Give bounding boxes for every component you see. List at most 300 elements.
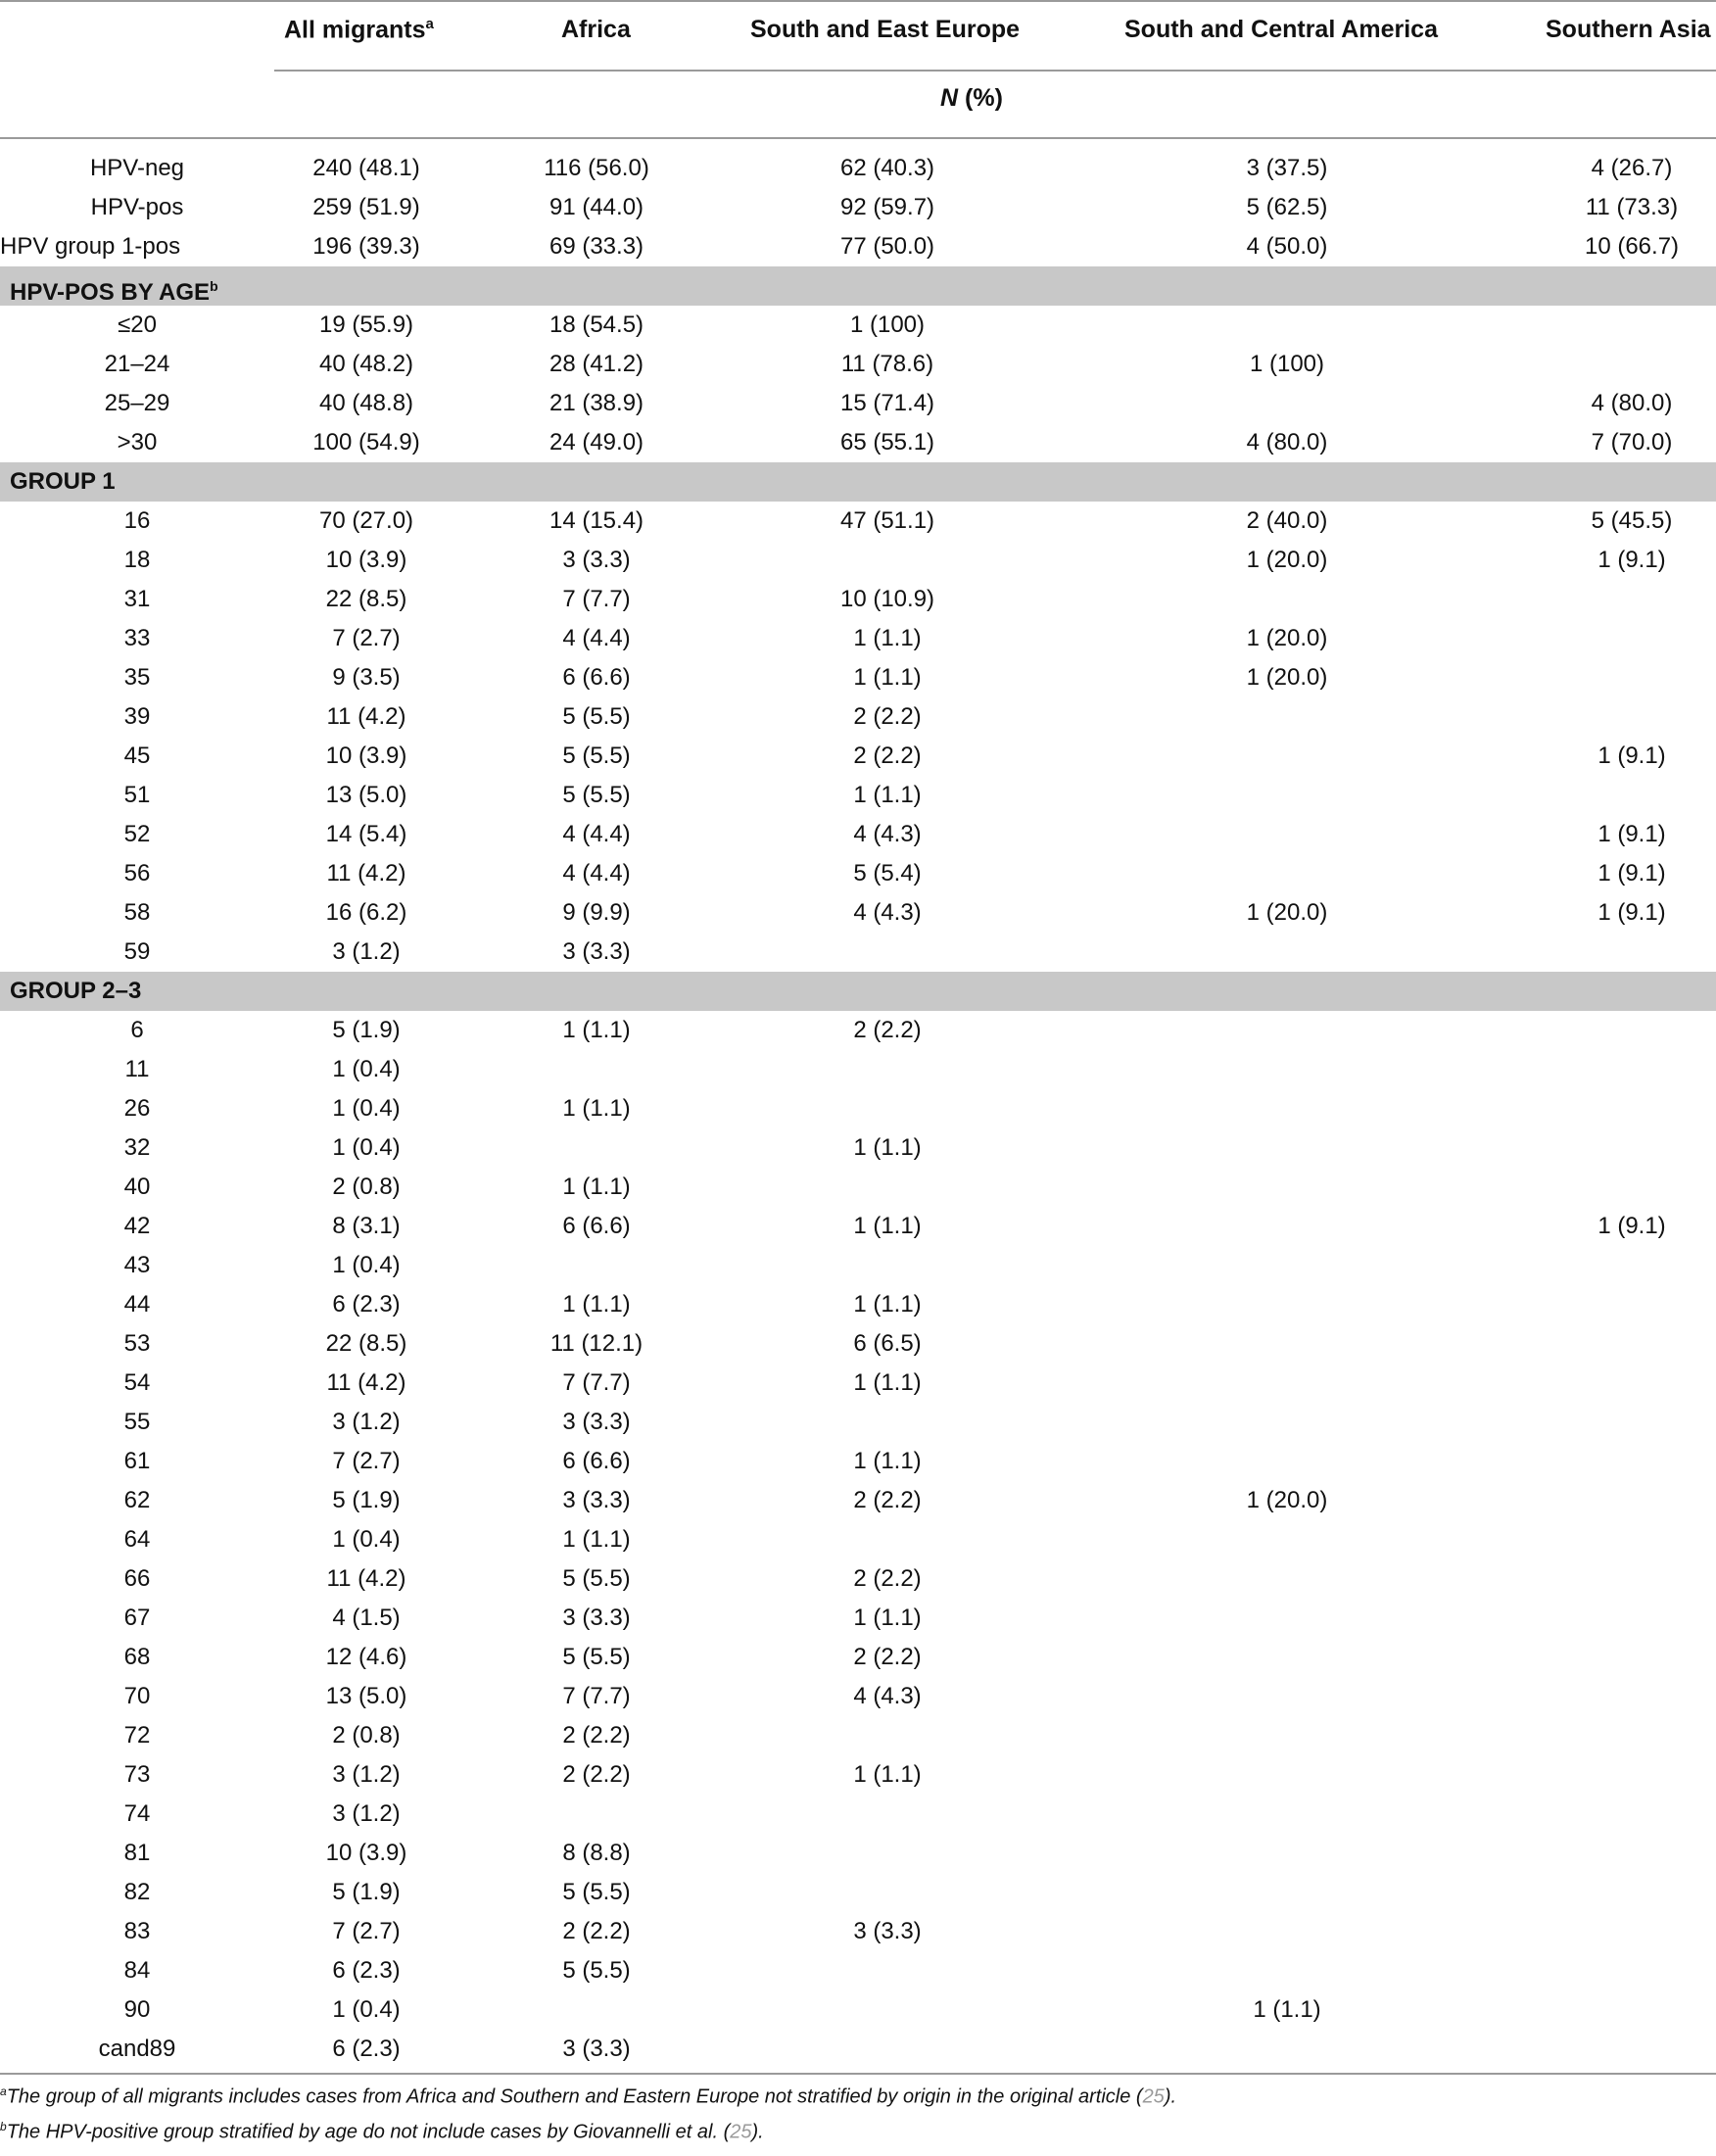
table-cell [1548,1403,1716,1442]
row-label: 25–29 [104,390,170,416]
table-cell [1091,1912,1483,1951]
table-row [0,1207,1716,1246]
footnote-marker-a: a [425,16,434,32]
table-cell: 77 (50.0) [839,233,935,260]
table-cell: 116 (56.0) [544,155,649,181]
table-cell [1548,1168,1716,1207]
table-cell [1091,1795,1483,1834]
table-cell [1548,1364,1716,1403]
row-label: 52 [123,821,151,847]
table-cell: 3 (1.2) [332,1800,401,1827]
table-cell [1548,1834,1716,1873]
table-cell [1091,1403,1483,1442]
table-cell: 1 (1.1) [562,1095,631,1122]
table-cell [1091,1246,1483,1285]
table-cell: 196 (39.3) [312,233,420,260]
table-cell: 22 (8.5) [325,586,407,612]
table-cell: 7 (2.7) [332,625,401,651]
table-cell [1548,345,1716,384]
row-label: 55 [123,1409,151,1435]
table-cell: 2 (40.0) [1246,507,1328,534]
table-row [0,541,1716,580]
table-cell: 14 (15.4) [548,507,644,534]
header-divider [274,70,1716,72]
table-cell: 1 (9.1) [1597,547,1666,573]
table-row [0,1481,1716,1520]
table-cell: 10 (66.7) [1584,233,1680,260]
table-row [0,1834,1716,1873]
table-cell [1548,619,1716,658]
table-cell: 6 (2.3) [332,1291,401,1318]
table-cell: 3 (3.3) [562,1409,631,1435]
table-cell: 1 (1.1) [1253,1996,1321,2023]
table-cell [1548,1638,1716,1677]
table-cell [1548,1050,1716,1089]
table-cell: 7 (70.0) [1591,429,1673,455]
row-label: 83 [123,1918,151,1944]
table-cell [1091,580,1483,619]
table-row [0,1089,1716,1128]
table-cell: 19 (55.9) [318,311,414,338]
table-cell: 3 (37.5) [1246,155,1328,181]
table-cell [1548,1011,1716,1050]
table-cell: 1 (20.0) [1246,664,1328,691]
table-cell [1091,1716,1483,1755]
table-cell [1091,1677,1483,1716]
table-cell: 1 (9.1) [1597,743,1666,769]
table-row [0,1559,1716,1599]
table-cell: 21 (38.9) [548,390,644,416]
table-cell: 259 (51.9) [312,194,420,220]
table-cell: 15 (71.4) [839,390,935,416]
table-row [0,1324,1716,1364]
table-cell [740,1990,1034,2030]
table-cell [1091,697,1483,737]
table-cell: 1 (0.4) [332,1526,401,1553]
table-row [0,815,1716,854]
table-cell: 2 (2.2) [853,703,922,730]
table-cell: 6 (2.3) [332,2036,401,2062]
table-cell: 1 (1.1) [562,1291,631,1318]
table-row [0,854,1716,893]
table-cell: 4 (4.3) [853,1683,922,1709]
table-cell: 5 (5.5) [562,782,631,808]
table-cell: 1 (20.0) [1246,1487,1328,1513]
table-row [0,1599,1716,1638]
table-cell [740,1168,1034,1207]
row-label: 90 [123,1996,151,2023]
table-row [0,1912,1716,1951]
table-cell: 11 (78.6) [840,351,934,377]
footnote-a: $^a$The group of all migrants includes cases from Africa and Southern and Eastern Europe not stratified by origin in the original article (25). [0,2084,1177,2108]
row-label: 11 [124,1056,150,1082]
table-cell: 5 (5.5) [562,703,631,730]
table-cell: 10 (10.9) [839,586,935,612]
table-cell [1091,1559,1483,1599]
table-cell: 1 (0.4) [332,1056,401,1082]
table-cell [1091,1873,1483,1912]
table-cell: 1 (0.4) [332,1134,401,1161]
table-row [0,2030,1716,2069]
row-label: 35 [123,664,151,691]
table-cell [519,1795,674,1834]
table-cell: 13 (5.0) [325,782,407,808]
table-cell [1091,815,1483,854]
table-cell: 1 (9.1) [1597,821,1666,847]
table-cell [1091,1207,1483,1246]
table-cell [1091,1638,1483,1677]
section-hpv-pos-by-age: HPV-POS BY AGE$^b$ [0,266,1716,306]
table-row [0,619,1716,658]
table-cell: 3 (1.2) [332,1761,401,1788]
table-cell: 7 (7.7) [562,1369,631,1396]
table-cell: 3 (3.3) [853,1918,922,1944]
row-label: HPV-neg [89,155,185,181]
table-cell [1548,1285,1716,1324]
table-cell [740,1246,1034,1285]
table-cell: 2 (2.2) [853,1644,922,1670]
table-cell [1548,1873,1716,1912]
table-cell: 6 (6.6) [562,664,631,691]
table-cell: 3 (3.3) [562,1605,631,1631]
table-row [0,658,1716,697]
table-cell [1091,1050,1483,1089]
table-cell: 4 (80.0) [1246,429,1328,455]
table-cell [740,933,1034,972]
table-cell: 1 (20.0) [1246,547,1328,573]
table-cell [1091,306,1483,345]
table-row [0,776,1716,815]
table-row [0,1168,1716,1207]
table-cell: 40 (48.8) [318,390,414,416]
table-cell [1091,1442,1483,1481]
table-cell: 11 (4.2) [326,860,406,886]
table-cell: 5 (1.9) [332,1879,401,1905]
row-label: 67 [123,1605,151,1631]
table-cell: 11 (4.2) [326,703,406,730]
header-all-migrants: All migrants$^a$ [284,16,434,44]
table-row [0,423,1716,462]
table-cell [519,1246,674,1285]
table-cell: 2 (2.2) [853,1487,922,1513]
row-label: 62 [123,1487,151,1513]
table-cell: 62 (40.3) [839,155,935,181]
summary-rows [0,149,1716,266]
table-cell: 10 (3.9) [325,743,407,769]
table-header [0,0,1716,139]
row-label: 18 [123,547,151,573]
table-cell [1091,1324,1483,1364]
table-cell: 4 (4.4) [562,860,631,886]
table-cell: 3 (3.3) [562,547,631,573]
table-cell: 1 (1.1) [853,625,922,651]
table-cell [1548,1599,1716,1638]
row-label: 16 [123,507,151,534]
table-row [0,1285,1716,1324]
table-cell: 1 (100) [849,311,926,338]
row-label: 51 [123,782,151,808]
table-cell: 1 (1.1) [853,782,922,808]
table-cell: 2 (2.2) [562,1722,631,1749]
table-cell [519,1050,674,1089]
table-cell: 2 (2.2) [853,1017,922,1043]
table-row [0,306,1716,345]
table-cell: 16 (6.2) [325,899,407,926]
table-cell: 4 (4.3) [853,899,922,926]
table-row [0,580,1716,619]
table-cell: 5 (5.5) [562,1879,631,1905]
table-cell [740,1403,1034,1442]
table-cell: 7 (2.7) [332,1448,401,1474]
table-row [0,1403,1716,1442]
row-label: 40 [123,1174,151,1200]
table-cell: 8 (3.1) [332,1213,401,1239]
table-cell [1548,1559,1716,1599]
table-cell [1548,2030,1716,2069]
group1-rows [0,502,1716,972]
table-row [0,1990,1716,2030]
row-label: >30 [117,429,158,455]
table-cell: 14 (5.4) [325,821,407,847]
table-cell [740,541,1034,580]
table-cell: 9 (3.5) [332,664,401,691]
table-cell [1548,1990,1716,2030]
table-cell: 69 (33.3) [548,233,644,260]
table-row [0,1873,1716,1912]
table-cell: 10 (3.9) [325,1840,407,1866]
table-cell: 2 (0.8) [332,1722,401,1749]
table-cell: 7 (7.7) [562,1683,631,1709]
header-n-percent: N (%) [940,84,1003,112]
table-cell [1548,1795,1716,1834]
table-row [0,1364,1716,1403]
table-cell: 4 (1.5) [332,1605,401,1631]
table-cell: 9 (9.9) [562,899,631,926]
table-cell [740,1716,1034,1755]
table-cell: 5 (45.5) [1591,507,1673,534]
row-label: 84 [123,1957,151,1984]
table-row [0,1951,1716,1990]
table-cell: 1 (9.1) [1597,899,1666,926]
table-cell [1091,1089,1483,1128]
table-cell: 1 (0.4) [332,1095,401,1122]
table-row [0,1795,1716,1834]
table-cell [1548,1716,1716,1755]
table-cell [1091,1168,1483,1207]
row-label: 74 [123,1800,151,1827]
table-cell: 12 (4.6) [325,1644,407,1670]
row-label: 45 [123,743,151,769]
table-cell: 28 (41.2) [548,351,644,377]
table-cell [1548,1128,1716,1168]
table-cell [1548,580,1716,619]
table-row [0,737,1716,776]
table-cell: 1 (1.1) [853,1761,922,1788]
table-cell [1091,1520,1483,1559]
table-cell [1091,1951,1483,1990]
table-cell [1548,933,1716,972]
row-label: 6 [130,1017,144,1043]
table-row [0,1050,1716,1089]
table-cell [1548,776,1716,815]
row-label: HPV group 1-pos [0,233,181,260]
table-cell [1091,1755,1483,1795]
table-row [0,384,1716,423]
table-cell: 2 (2.2) [853,743,922,769]
table-row [0,227,1716,266]
table-row [0,1246,1716,1285]
table-cell [740,1520,1034,1559]
table-cell: 1 (1.1) [853,1291,922,1318]
table-cell [740,1951,1034,1990]
row-label: HPV-pos [90,194,184,220]
table-cell: 70 (27.0) [318,507,414,534]
row-label: 43 [123,1252,151,1278]
row-label: 33 [123,625,151,651]
table-cell: 2 (0.8) [332,1174,401,1200]
table-cell: 24 (49.0) [548,429,644,455]
table-row [0,1520,1716,1559]
table-cell: 5 (5.5) [562,743,631,769]
row-label: 64 [123,1526,151,1553]
row-label: 58 [123,899,151,926]
table-cell: 40 (48.2) [318,351,414,377]
table-cell: 1 (1.1) [853,1213,922,1239]
header-south-east-europe: South and East Europe [750,16,1021,43]
table-cell: 6 (6.5) [853,1330,922,1357]
row-label: cand89 [98,2036,176,2062]
table-row [0,933,1716,972]
age-rows [0,306,1716,462]
table-row [0,502,1716,541]
table-cell: 3 (1.2) [332,938,401,965]
table-cell [1548,1912,1716,1951]
table-cell [740,1089,1034,1128]
row-label: 61 [123,1448,151,1474]
table-cell: 3 (3.3) [562,1487,631,1513]
table-row [0,1128,1716,1168]
reference-link[interactable]: 25 [1142,2085,1165,2108]
table-cell: 5 (5.5) [562,1644,631,1670]
footer-divider [0,2073,1716,2075]
table-cell [1091,1011,1483,1050]
table-cell [1091,1834,1483,1873]
table-cell: 2 (2.2) [562,1761,631,1788]
table-cell: 4 (4.4) [562,625,631,651]
table-cell: 3 (1.2) [332,1409,401,1435]
table-cell: 7 (2.7) [332,1918,401,1944]
table-cell [1548,306,1716,345]
table-row [0,188,1716,227]
table-cell [1091,776,1483,815]
table-cell: 65 (55.1) [839,429,935,455]
table-cell: 5 (5.4) [853,860,922,886]
table-cell: 4 (4.4) [562,821,631,847]
table-cell: 11 (12.1) [549,1330,644,1357]
table-cell: 3 (3.3) [562,2036,631,2062]
table-cell: 11 (4.2) [326,1565,406,1592]
header-southern-asia: Southern Asia [1546,16,1711,43]
table-cell [519,1128,674,1168]
table-cell: 18 (54.5) [548,311,644,338]
row-label: 72 [123,1722,151,1749]
table-cell: 2 (2.2) [853,1565,922,1592]
row-label: 73 [123,1761,151,1788]
reference-link[interactable]: 25 [730,2121,752,2143]
row-label: 54 [123,1369,151,1396]
table-cell [740,1050,1034,1089]
table-cell: 1 (1.1) [562,1526,631,1553]
row-label: 66 [123,1565,151,1592]
table-cell [1548,1324,1716,1364]
row-label: 26 [123,1095,151,1122]
table-cell [740,2030,1034,2069]
table-row [0,893,1716,933]
row-label: 39 [123,703,151,730]
footnote-b: $^b$The HPV-positive group stratified by age do not include cases by Giovannelli et al. (25). [0,2120,764,2143]
row-label: 82 [123,1879,151,1905]
table-cell: 3 (3.3) [562,938,631,965]
row-label: 32 [123,1134,151,1161]
table-cell [1548,1089,1716,1128]
table-cell: 1 (1.1) [853,1448,922,1474]
table-cell [519,1990,674,2030]
table-cell: 6 (6.6) [562,1448,631,1474]
table-row [0,1755,1716,1795]
table-cell: 11 (4.2) [326,1369,406,1396]
table-cell: 4 (4.3) [853,821,922,847]
table-cell: 13 (5.0) [325,1683,407,1709]
table-cell [1548,1442,1716,1481]
table-row [0,1011,1716,1050]
table-cell: 2 (2.2) [562,1918,631,1944]
table-cell: 1 (1.1) [562,1174,631,1200]
table-row [0,1677,1716,1716]
table-row [0,345,1716,384]
row-label: 21–24 [104,351,170,377]
table-cell: 1 (9.1) [1597,860,1666,886]
table-cell [1091,933,1483,972]
table-cell [1548,1481,1716,1520]
table-cell: 6 (6.6) [562,1213,631,1239]
row-label: 44 [123,1291,151,1318]
table-cell [1548,1677,1716,1716]
table-row [0,1442,1716,1481]
table-cell: 6 (2.3) [332,1957,401,1984]
table-cell: 1 (1.1) [853,1369,922,1396]
table-cell: 4 (50.0) [1246,233,1328,260]
table-cell: 91 (44.0) [548,194,644,220]
table-cell: 1 (1.1) [853,1605,922,1631]
table-row [0,149,1716,188]
header-south-central-america: South and Central America [1124,16,1438,43]
table-cell [1548,1951,1716,1990]
table-row [0,697,1716,737]
table-cell: 7 (7.7) [562,586,631,612]
table-cell: 4 (80.0) [1591,390,1673,416]
table-cell: 11 (73.3) [1585,194,1679,220]
table-cell [1091,384,1483,423]
table-cell: 47 (51.1) [839,507,935,534]
table-cell: 5 (5.5) [562,1565,631,1592]
table-cell: 100 (54.9) [312,429,420,455]
row-label: 59 [123,938,151,965]
row-label: 42 [123,1213,151,1239]
table-cell: 1 (100) [1249,351,1325,377]
table-cell: 1 (1.1) [853,1134,922,1161]
table-cell [1091,1128,1483,1168]
table-cell: 5 (1.9) [332,1487,401,1513]
